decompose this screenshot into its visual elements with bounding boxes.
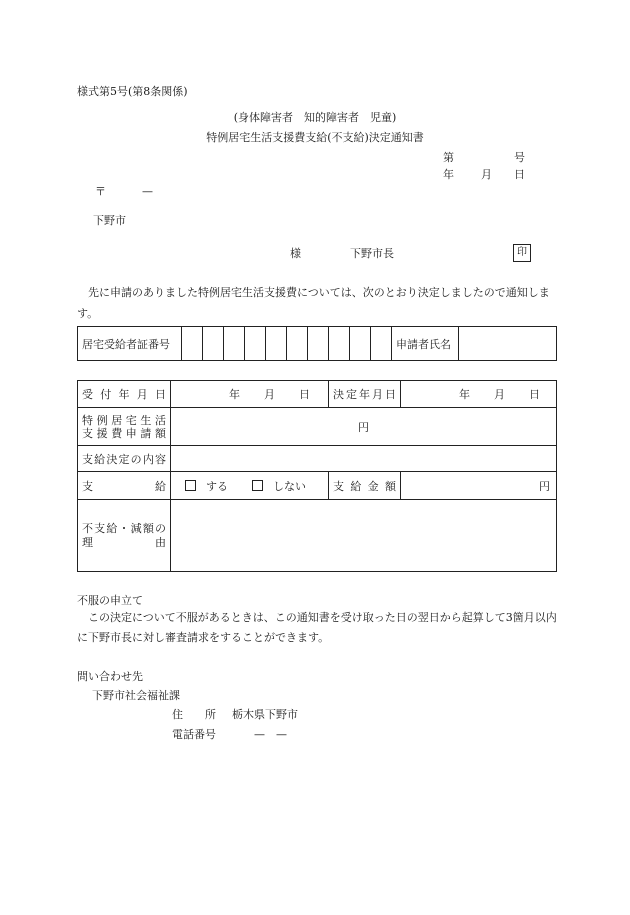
applied-amount-label: 特例居宅生活 支援費申請額 <box>78 408 171 446</box>
cert-digit-2[interactable] <box>203 327 224 361</box>
reason-value[interactable] <box>171 500 557 572</box>
cert-digit-6[interactable] <box>287 327 308 361</box>
received-date-value[interactable] <box>171 381 329 408</box>
decision-table <box>77 380 557 572</box>
contact-phone-label: 電話番号 <box>172 728 216 741</box>
certificate-table <box>77 326 557 361</box>
payment-shinai-option[interactable]: しない <box>252 480 306 493</box>
payment-amount-value[interactable] <box>401 472 557 500</box>
date-nen: 年 <box>443 168 454 181</box>
applied-amount-value[interactable] <box>171 408 557 446</box>
decision-content-value[interactable] <box>171 446 557 472</box>
decision-tsuki: 月 <box>494 388 505 401</box>
recipient-address: 下野市 <box>93 214 126 227</box>
doc-no-dai: 第 <box>443 151 454 164</box>
objection-body: この決定について不服があるときは、この通知書を受け取った日の翌日から起算して3箇月以内に下野市長に対し審査請求をすることができます。 <box>77 611 557 644</box>
date-hi: 日 <box>514 168 525 181</box>
cert-digit-7[interactable] <box>308 327 329 361</box>
contact-phone-value: — — <box>254 728 287 741</box>
intro-text: 先に申請のありました特例居宅生活支援費については、次のとおり決定しましたので通知します。 <box>77 286 550 320</box>
contact-department: 下野市社会福祉課 <box>92 689 180 702</box>
cert-digit-4[interactable] <box>245 327 266 361</box>
form-number: 様式第5号(第8条関係) <box>77 85 188 98</box>
applicant-name-label: 申請者氏名 <box>392 327 459 361</box>
cert-digit-1[interactable] <box>182 327 203 361</box>
decision-nen: 年 <box>459 388 470 401</box>
contact-heading: 問い合わせ先 <box>77 670 143 683</box>
payment-amount-label: 支給金額 <box>329 472 401 500</box>
objection-heading: 不服の申立て <box>77 594 143 607</box>
received-date-label: 受付年月日 <box>78 381 171 408</box>
addressee-sama: 様 <box>290 247 301 260</box>
cert-number-label: 居宅受給者証番号 <box>78 327 182 361</box>
contact-address-label: 住 所 <box>172 708 216 721</box>
doc-no-go: 号 <box>514 151 525 164</box>
cert-digit-9[interactable] <box>350 327 371 361</box>
received-tsuki: 月 <box>264 388 275 401</box>
reason-label: 不支給・減額の 理由 <box>78 500 171 572</box>
received-hi: 日 <box>299 388 310 401</box>
payment-choice <box>171 472 329 500</box>
received-nen: 年 <box>229 388 240 401</box>
cert-digit-3[interactable] <box>224 327 245 361</box>
payment-yen: 円 <box>539 479 550 493</box>
decision-date-value[interactable] <box>401 381 557 408</box>
date-tsuki: 月 <box>481 168 492 181</box>
issuer-name: 下野市長 <box>350 247 394 260</box>
decision-hi: 日 <box>529 388 540 401</box>
payment-suru-option[interactable]: する <box>185 480 228 493</box>
payment-label: 支給 <box>78 472 171 500</box>
official-seal: 印 <box>513 244 531 262</box>
shinai-checkbox[interactable] <box>252 480 263 491</box>
postal-mark: 〒 <box>95 185 106 198</box>
applied-yen: 円 <box>358 420 369 434</box>
suru-checkbox[interactable] <box>185 480 196 491</box>
cert-digit-5[interactable] <box>266 327 287 361</box>
postal-dash: — <box>142 185 153 198</box>
contact-address-value: 栃木県下野市 <box>232 708 298 721</box>
cert-digit-8[interactable] <box>329 327 350 361</box>
applicant-name-value[interactable] <box>459 327 557 361</box>
document-subtitle: (身体障害者 知的障害者 児童) <box>233 111 397 124</box>
decision-date-label: 決定年月日 <box>329 381 401 408</box>
cert-digit-10[interactable] <box>371 327 392 361</box>
decision-content-label: 支給決定の内容 <box>78 446 171 472</box>
document-title: 特例居宅生活支援費支給(不支給)決定通知書 <box>206 131 424 144</box>
